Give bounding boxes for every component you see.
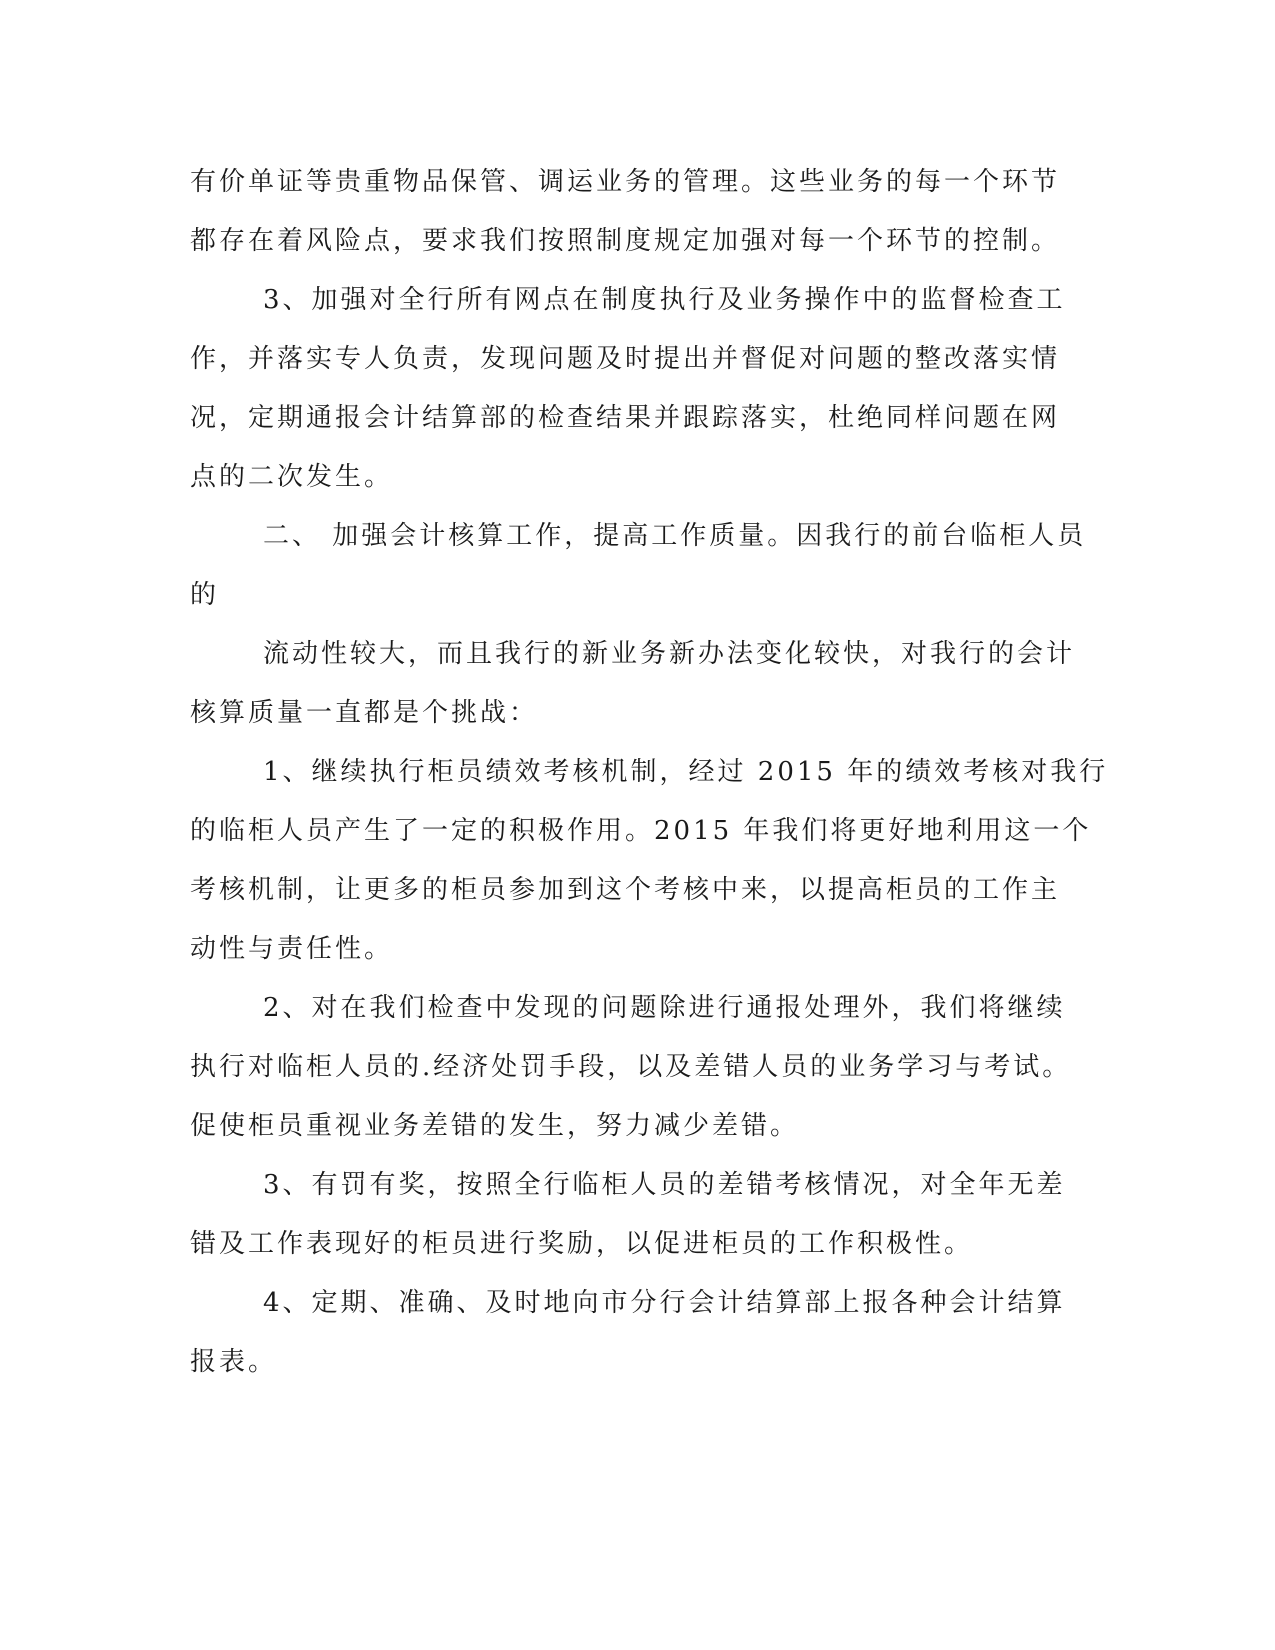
- text-line: 考核机制，让更多的柜员参加到这个考核中来，以提高柜员的工作主: [190, 875, 1061, 905]
- text-line: 二、 加强会计核算工作，提高工作质量。因我行的前台临柜人员: [263, 521, 1087, 551]
- text-line: 4、定期、准确、及时地向市分行会计结算部上报各种会计结算: [263, 1288, 1066, 1318]
- text-line: 执行对临柜人员的.经济处罚手段，以及差错人员的业务学习与考试。: [190, 1052, 1072, 1082]
- text-line: 点的二次发生。: [190, 462, 394, 492]
- text-line: 报表。: [190, 1347, 278, 1377]
- text-line: 的: [190, 580, 220, 610]
- text-line: 1、继续执行柜员绩效考核机制，经过 2015 年的绩效考核对我行: [263, 757, 1109, 787]
- text-line: 有价单证等贵重物品保管、调运业务的管理。这些业务的每一个环节: [190, 167, 1061, 197]
- text-line: 况，定期通报会计结算部的检查结果并跟踪落实，杜绝同样问题在网: [190, 403, 1061, 433]
- text-line: 3、有罚有奖，按照全行临柜人员的差错考核情况，对全年无差: [263, 1170, 1066, 1200]
- text-line: 动性与责任性。: [190, 934, 394, 964]
- text-line: 促使柜员重视业务差错的发生，努力减少差错。: [190, 1111, 800, 1141]
- text-line: 错及工作表现好的柜员进行奖励，以促进柜员的工作积极性。: [190, 1229, 974, 1259]
- text-line: 2、对在我们检查中发现的问题除进行通报处理外，我们将继续: [263, 993, 1066, 1023]
- text-line: 流动性较大，而且我行的新业务新办法变化较快，对我行的会计: [263, 639, 1076, 669]
- text-line: 作，并落实专人负责，发现问题及时提出并督促对问题的整改落实情: [190, 344, 1061, 374]
- text-line: 的临柜人员产生了一定的积极作用。2015 年我们将更好地利用这一个: [190, 816, 1092, 846]
- text-line: 都存在着风险点，要求我们按照制度规定加强对每一个环节的控制。: [190, 226, 1061, 256]
- text-line: 3、加强对全行所有网点在制度执行及业务操作中的监督检查工: [263, 285, 1066, 315]
- text-line: 核算质量一直都是个挑战：: [190, 698, 539, 728]
